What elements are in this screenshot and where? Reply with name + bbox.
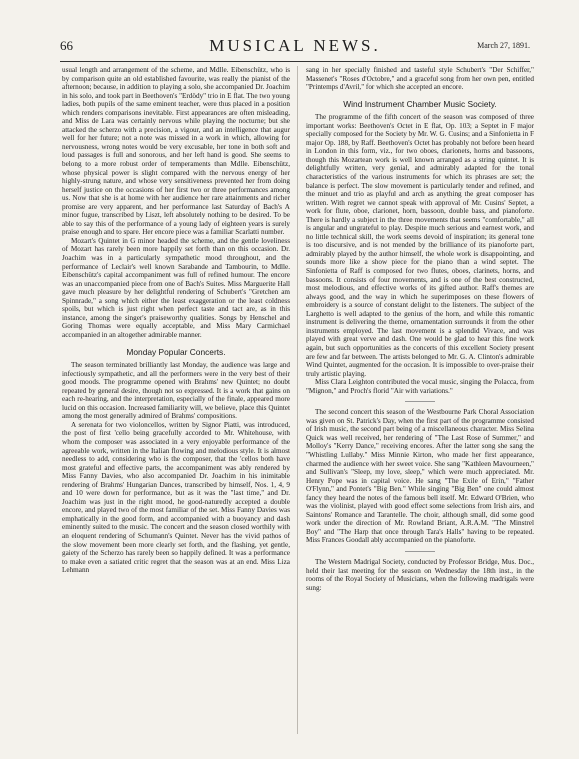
left-column <box>62 66 290 575</box>
section-heading: Wind Instrument Chamber Music Society. <box>343 98 497 109</box>
section-heading: Monday Popular Concerts. <box>126 346 226 357</box>
article-paragraph: The second concert this season of the Westbourne Park Choral Association was given on St. Patrick's Day, when the first part of the programme consisted of Irish music, the second part being of a miscellaneous character. Miss Selina Quick was well received, her rendering of "The Last Rose of Summer," and Molloy's "Kerry Dance," receiving encores. After the latter song she sang the "Whistling Lullaby." Miss Minnie Kirton, who made her first appearance, charmed the audience with her sweet voice. She sang "Kathleen Mavourneen," and Sullivan's "Sleep, my love, sleep," which were much appreciated. Mr. Henry Pope was in capital voice. He sang "The Exile of Erin," "Father O'Flynn," and Pontet's "Big Ben." While singing "Big Ben" one could almost fancy they heard the notes of the famous bell itself. Mr. Edward O'Brien, who was the violinist, played with good effect some selections from Irish airs, and Saintons' Romance and Tarantelle. The choir, although small, did some good work under the direction of Mr. Rowland Briant, A.R.A.M. "The Minstrel Boy" and "The Harp that once through Tara's Halls" having to be repeated. Miss Frances Goodall ably accompanied on the pianoforte. <box>306 408 534 545</box>
masthead-title: MUSICAL NEWS. <box>209 36 381 55</box>
page-header <box>60 38 530 60</box>
section-separator <box>405 551 435 552</box>
header-rule <box>60 61 530 62</box>
article-paragraph: The Western Madrigal Society, conducted by Professor Bridge, Mus. Doc., held their last meeting for the season on Wednesday the 18th inst., in the rooms of the Royal Society of Musicians, when the following madrigals were sung: <box>306 557 534 592</box>
article-paragraph: Mozart's Quintet in G minor headed the scheme, and the gentle loveliness of Mozart has rarely been more happily set forth than on this occasion. Dr. Joachim was in a particularly sympathetic mood throughout, and the performance of Leclair's well known Sarabande and Tambourin, to Mdlle. Eibenschütz's capital accompaniment was full of refined humour. The encore was an unaccompanied piece from one of Bach's Suites. Miss Marguerite Hall gave much pleasure by her delightful rendering of Schubert's "Gretchen am Spinnrade," a song which either the least exaggeration or the least coldness spoils, but which is just right when perfect taste and tact are, as in this instance, among the singer's praiseworthy qualities. Songs by Henschel and Goring Thomas were equally acceptable, and Miss Mary Carmichael accompanied in an altogether admirable manner. <box>62 236 290 339</box>
article-paragraph: Miss Clara Leighton contributed the vocal music, singing the Polacca, from "Mignon," and Proch's florid "Air with variations." <box>306 378 534 395</box>
article-paragraph: usual length and arrangement of the scheme, and Mdlle. Eibenschütz, who is by comparison quite an old established favourite, was really the pianist of the afternoon; because, in addition to playing a solo, she accompanied Dr. Joachim in his solo, and took part in Beethoven's "Erdödy" trio in E flat. The two young ladies, both pupils of the same eminent teacher, were thus placed in a position which renders comparisons inevitable. First appearances are often misleading, and Miss de Lara was certainly nervous while playing the nocturne; but she attacked the scherzo with a precision, a vigour, and an intelligence that augur well for her future; not a note was missed in a work in which, allowing for nervousness, wrong notes would be very excusable, her tone in both soft and loud passages is full and sonorous, and her left hand is good. She seems to belong to a more robust order of temperaments than Mdlle. Eibenschütz, whose physical power is slight compared with the nervous energy of her highly-strung nature, and whose very sensitiveness prevented her from doing herself justice on the occasions of her first two or three performances among us. Now that she is at home with her audience her rare attainments and richer promise are very apparent, and her performance last Saturday of Bach's A minor fugue, transcribed by Liszt, left absolutely nothing to be desired. To be able to say this of the performance of a young lady of eighteen years is surely praise enough and to spare. Her encore piece was a familiar Scarlatti number. <box>62 66 290 237</box>
issue-date: March 27, 1891. <box>477 41 530 50</box>
article-paragraph: A serenata for two violoncellos, written by Signor Piatti, was introduced, the post of first 'cello being gracefully accorded to Mr. Whitehouse, with whom the composer was associated in a very enjoyable performance of the agreeable work, written in the Italian flowing and melodious style. It is almost needless to add, considering who is the composer, that the 'cellos both have most grateful and effective parts, the accompaniment was ably rendered by Miss Fanny Davies, who also accompanied Dr. Joachim in his inimitable rendering of Brahms' Hungarian Dances, transcribed by himself, Nos. 1, 4, 9 and 10 were down for performance, but as it was the "last time," and Dr. Joachim was just in the right mood, he good-naturedly accepted a double encore, and played two of the most familiar of the set. Miss Fanny Davies was emphatically in the good form, and accompanied with a buoyancy and dash eminently suited to the music. The concert and the season closed worthily with an eloquent rendering of Schumann's Quintet. Never has the vivid pathos of the slow movement been more clearly set forth, and the flashing, yet gentle, gaiety of the Scherzo has rarely been so happily defined. It was a performance to make even a satiated critic regret that the season was at an end. Miss Liza Lehmann <box>62 420 290 575</box>
column-divider <box>297 66 298 734</box>
article-paragraph: The season terminated brilliantly last Monday, the audience was large and infectiously sympathetic, and all the performers were in the very best of their good moods. The programme opened with Brahms' new Quintet; no doubt repeated by general desire, though not so expressed. It is a work that gains on each re-hearing, and the interpretation, especially of the finale, appeared more lucid on this occasion. Increased familiarity will, we believe, place this Quintet among the most generally admired of Brahms' compositions. <box>62 361 290 421</box>
article-paragraph: The programme of the fifth concert of the season was composed of three important works: Beethoven's Octet in E flat, Op. 103; a Septet in F major specially composed for the Society by Mr. W. G. Cusins; and a Sinfonietta in F major Op. 188, by Raff. Beethoven's Octet has probably not before been heard in London in this form, viz., for two oboes, clarionets, horns and bassoons, though this Mozartean work is well known arranged as a string quintet. It is delightfully written, very genial, and admirably adapted for the tonal characteristics of the various instruments for which its phrases are set; the balance is perfect. The slow movement is particularly tender and refined, and the minuet and trio as playful and arch as anything the great composer has written. With regret we cannot speak with approval of Mr. Cusins' Septet, a work for flute, oboe, clarionet, horn, bassoon, double bass, and pianoforte. There is hardly a subject in the three movements that seems "comfortable," all is angular and ungrateful to play. Despite much serious and earnest work, and no little technical skill, the work seems devoid of inspiration; its general tone is too discursive, and is not mended by the brilliance of its pianoforte part, admirably played by the author himself, the whole work is disappointing, and sounds more like a show piece for the piano than a wind septet. The Sinfonietta of Raff is composed for two flutes, oboes, clarinets, horns, and bassoons. It consists of four movements, and is one of the best constructed, most melodious, and effective works of its gifted author. Raff's themes are always good, and the way in which he superimposes on these flowers of embroidery is a source of constant delight to the listeners. The subject of the Larghetto is well adapted to the genius of the horn, and while this romantic instrument is delivering the theme, ornamentation surrounds it from the other instruments employed. The last movement is a splendid Vivace, and was played with great verve and dash. One would be glad to hear this fine work again, but such opportunities as the concerts of this excellent Society present are few and far between. The artists belonged to Mr. G. A. Clinton's admirable Wind Quintet, augmented for the occasion. It is impossible to over-praise their truly artistic playing. <box>306 113 534 378</box>
page-number: 66 <box>60 38 73 53</box>
right-column <box>306 66 534 592</box>
section-separator <box>405 401 435 402</box>
article-paragraph: sang in her specially finished and tasteful style Schubert's "Der Schiffer," Massenet's "Roses d'Octobre," and a graceful song from her own pen, entitled "Printemps d'Avril," for which she accepted an encore. <box>306 66 534 92</box>
